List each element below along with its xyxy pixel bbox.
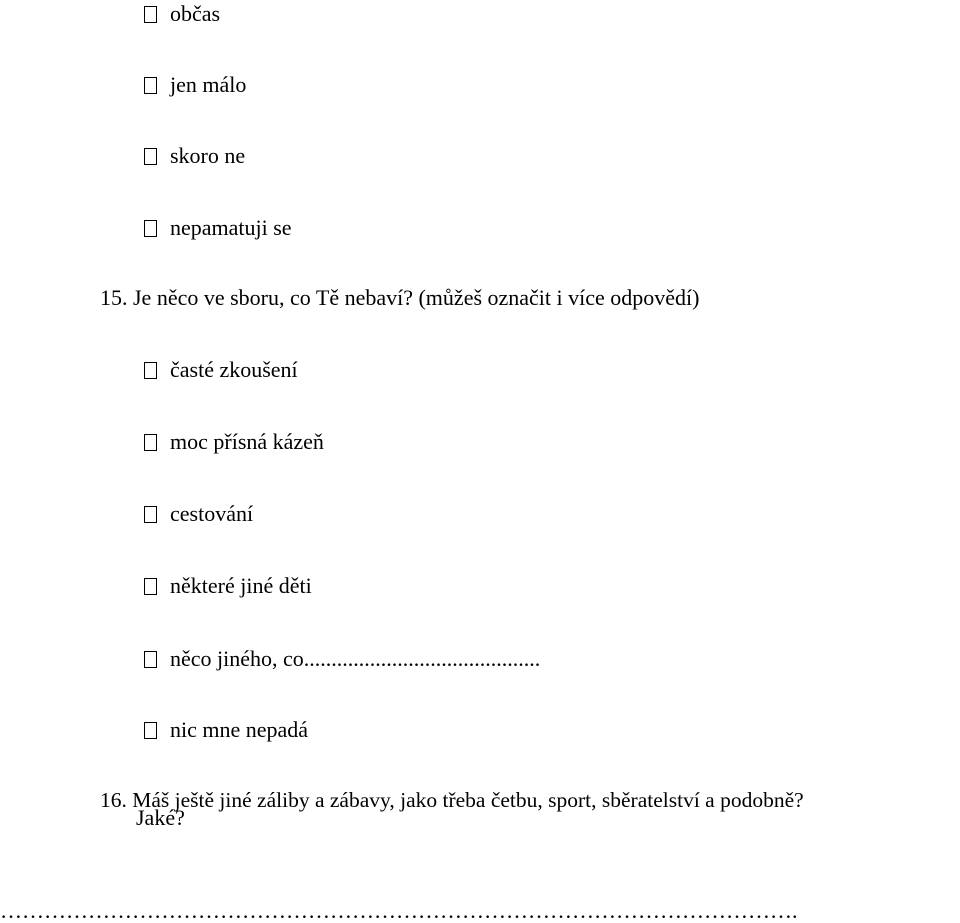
checkbox[interactable] <box>144 722 157 739</box>
q14-option-jen-malo[interactable] <box>144 71 246 99</box>
checkbox[interactable] <box>144 506 157 523</box>
option-label: jen málo <box>170 72 247 97</box>
checkbox[interactable] <box>144 434 157 451</box>
question-15-title: 15. Je něco ve sboru, co Tě nebaví? (můžeš označit i více odpovědí) <box>100 285 700 310</box>
option-label: časté zkoušení <box>170 357 298 382</box>
checkbox[interactable] <box>144 148 157 165</box>
q14-option-nepamatuji-se[interactable] <box>144 214 292 242</box>
option-label: cestování <box>170 501 254 526</box>
option-label: moc přísná kázeň <box>170 429 324 454</box>
checkbox[interactable] <box>144 578 157 595</box>
q15-option-cestovani[interactable] <box>144 500 253 528</box>
checkbox[interactable] <box>144 362 157 379</box>
q15-option-nektere-jine-deti[interactable] <box>144 572 312 600</box>
q15-option-prisna-kazen[interactable] <box>144 428 324 456</box>
q15-option-nic-mne-nepada[interactable] <box>144 716 308 744</box>
question-16-title: 16. Máš ještě jiné záliby a zábavy, jako třeba četbu, sport, sběratelství a podobně? <box>100 788 804 812</box>
checkbox[interactable] <box>144 220 157 237</box>
option-label: něco jiného, co........................................... <box>170 646 541 671</box>
answer-line[interactable]: ………………………………………………………………………………………………. <box>0 898 798 923</box>
question-16-title-line2: Jaké? <box>136 805 185 830</box>
option-label: nic mne nepadá <box>170 717 309 742</box>
q15-option-caste-zkouseni[interactable] <box>144 356 298 384</box>
q14-option-skoro-ne[interactable] <box>144 142 245 170</box>
option-label: skoro ne <box>170 143 246 168</box>
q14-option-obcas[interactable] <box>144 0 220 28</box>
option-label: některé jiné děti <box>170 573 312 598</box>
option-label: nepamatuji se <box>170 215 292 240</box>
checkbox[interactable] <box>144 651 157 668</box>
option-label: občas <box>170 1 221 26</box>
q15-option-neco-jineho[interactable] <box>144 645 540 673</box>
checkbox[interactable] <box>144 6 157 23</box>
checkbox[interactable] <box>144 77 157 94</box>
